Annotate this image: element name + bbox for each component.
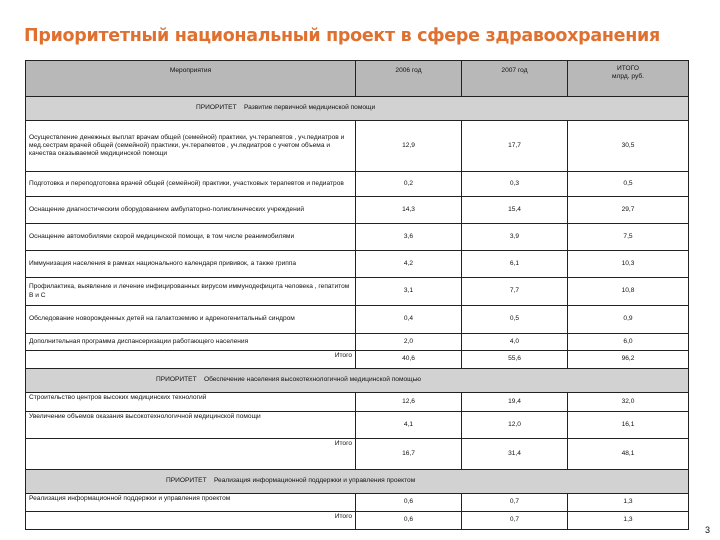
value-2007: 7,7 [462,278,568,306]
value-total: 1,3 [568,494,689,512]
value-2007: 0,5 [462,306,568,334]
total-2006: 0,6 [356,512,462,530]
value-2007: 19,4 [462,393,568,412]
table-header-row [26,61,689,97]
value-total: 10,3 [568,251,689,278]
value-2007: 15,4 [462,197,568,224]
table-row [26,121,689,172]
funding-table [25,60,689,530]
priority-row [26,470,689,494]
table-row [26,224,689,251]
value-2006: 12,6 [356,393,462,412]
value-2007: 3,9 [462,224,568,251]
total-row [26,351,689,369]
total-sum: 48,1 [568,439,689,470]
measure-name: Оснащение автомобилями скорой медицинской помощи, в том числе реанимобилями [26,224,356,251]
value-total: 29,7 [568,197,689,224]
measure-name: Увеличение объемов оказания высокотехнологичной медицинской помощи [26,412,356,439]
priority-cell [26,369,689,393]
table-row [26,393,689,412]
total-label: Итого [26,512,356,530]
header-2007: 2007 год [462,61,568,97]
priority-row [26,97,689,121]
total-label: Итого [26,351,356,369]
measure-name: Обследование новорожденных детей на галактоземию и адреногенитальный синдром [26,306,356,334]
total-label: Итого [26,439,356,470]
value-2007: 12,0 [462,412,568,439]
total-row [26,439,689,470]
page-number: 3 [705,525,711,535]
total-sum: 96,2 [568,351,689,369]
value-2007: 0,3 [462,172,568,197]
priority-label: ПРИОРИТЕТ [156,376,197,384]
value-2006: 3,1 [356,278,462,306]
table-row [26,172,689,197]
page-title: Приоритетный национальный проект в сфере здравоохранения [24,26,660,46]
value-total: 16,1 [568,412,689,439]
measure-name: Строительство центров высоких медицинских технологий [26,393,356,412]
total-2007: 31,4 [462,439,568,470]
total-sum: 1,3 [568,512,689,530]
value-2006: 0,2 [356,172,462,197]
value-total: 30,5 [568,121,689,172]
measure-name: Подготовка и переподготовка врачей общей (семейной) практики, участковых терапевтов и педиатров [26,172,356,197]
value-2006: 3,6 [356,224,462,251]
value-2006: 0,4 [356,306,462,334]
priority-label: ПРИОРИТЕТ [166,477,207,485]
value-2006: 12,9 [356,121,462,172]
value-2007: 6,1 [462,251,568,278]
measure-name: Реализация информационной поддержки и управления проектом [26,494,356,512]
measure-name: Дополнительная программа диспансеризации работающего населения [26,334,356,351]
total-2006: 16,7 [356,439,462,470]
header-total-label: ИТОГО [617,65,639,72]
table-row [26,251,689,278]
value-total: 0,5 [568,172,689,197]
value-total: 6,0 [568,334,689,351]
value-total: 0,9 [568,306,689,334]
priority-name: Реализация информационной поддержки и управления проектом [213,477,416,485]
total-2007: 55,6 [462,351,568,369]
measure-name: Оснащение диагностическим оборудованием амбулаторно-поликлинических учреждений [26,197,356,224]
value-total: 10,8 [568,278,689,306]
table-row [26,197,689,224]
value-total: 7,5 [568,224,689,251]
value-2006: 2,0 [356,334,462,351]
priority-row [26,369,689,393]
value-total: 32,0 [568,393,689,412]
value-2007: 0,7 [462,494,568,512]
priority-cell [26,97,689,121]
measure-name: Осуществление денежных выплат врачам общей (семейной) практики, уч.терапевтов , уч.педиатров и мед.сестрам врачей общей (семейной) практики, уч.терапевтов , уч.педиатров с учетом объема и качества оказываемой медицинской помощи [26,121,356,172]
header-2006: 2006 год [356,61,462,97]
table-row [26,334,689,351]
table-row [26,306,689,334]
measure-name: Иммунизация населения в рамках национального календаря прививок, а также гриппа [26,251,356,278]
header-measures: Мероприятия [26,61,356,97]
measure-name: Профилактика, выявление и лечение инфицированных вирусом иммунодефицита человека , гепатитом В и С [26,278,356,306]
value-2006: 14,3 [356,197,462,224]
value-2007: 4,0 [462,334,568,351]
header-total-unit: млрд. руб. [612,73,644,81]
table-row [26,412,689,439]
value-2006: 4,2 [356,251,462,278]
total-2006: 40,6 [356,351,462,369]
value-2006: 4,1 [356,412,462,439]
table-row [26,278,689,306]
value-2006: 0,6 [356,494,462,512]
total-2007: 0,7 [462,512,568,530]
priority-label: ПРИОРИТЕТ [196,104,237,112]
header-total [568,61,689,97]
total-row [26,512,689,530]
table-row [26,494,689,512]
priority-cell [26,470,689,494]
priority-name: Развитие первичной медицинской помощи [243,104,376,112]
value-2007: 17,7 [462,121,568,172]
priority-name: Обеспечение населения высокотехнологичной медицинской помощью [203,376,421,384]
